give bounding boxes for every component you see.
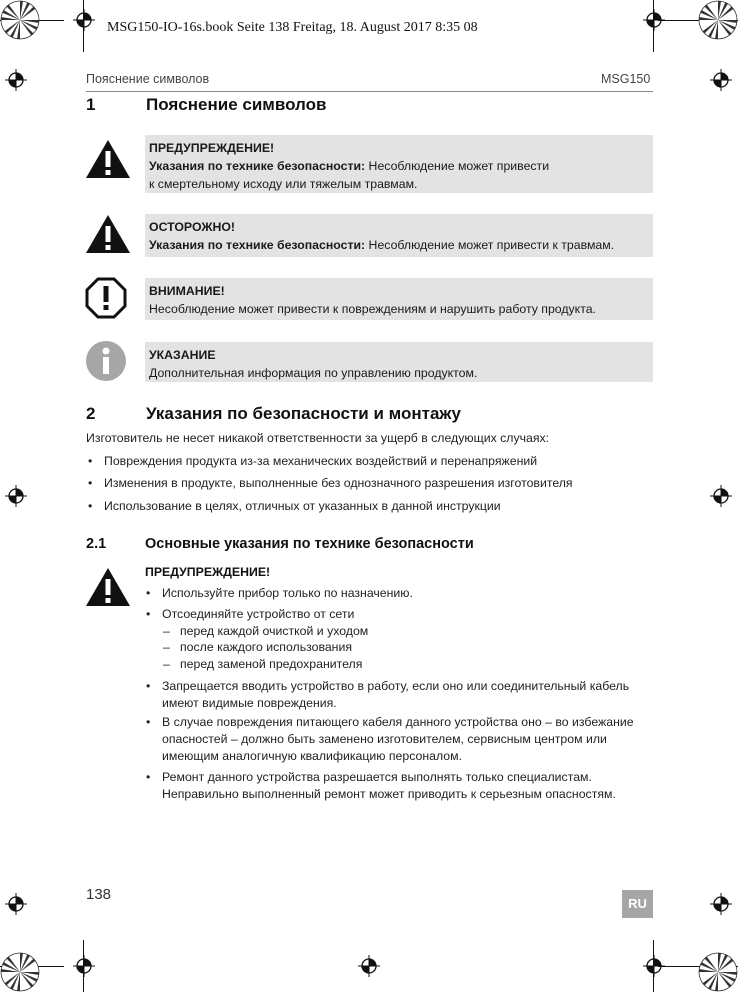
- registration-mark-icon: [73, 955, 95, 977]
- list-item: • Изменения в продукте, выполненные без однозначного разрешения изготовителя: [88, 476, 573, 490]
- sub-list-item: – после каждого использования: [163, 640, 352, 654]
- calibration-star-icon: [0, 952, 40, 992]
- list-item-text: Ремонт данного устройства разрешается выполнять только специалистам.: [162, 770, 592, 784]
- note-bold-label: Указания по технике безопасности:: [149, 238, 366, 252]
- note-title: ПРЕДУПРЕЖДЕНИЕ!: [149, 141, 275, 155]
- list-item-text: Используйте прибор только по назначению.: [162, 586, 413, 600]
- sub-list-item-text: перед каждой очисткой и уходом: [180, 624, 369, 638]
- registration-mark-icon: [710, 69, 732, 91]
- list-item-text: Изменения в продукте, выполненные без однозначного разрешения изготовителя: [104, 476, 573, 490]
- section-2-intro: Изготовитель не несет никакой ответственности за ущерб в следующих случаях:: [86, 431, 550, 445]
- info-circle-icon: [85, 340, 127, 382]
- registration-mark-icon: [643, 955, 665, 977]
- list-item: • В случае повреждения питающего кабеля данного устройства оно – во избежание опасностей – должно быть заменено изготовителем, сервисным центром или имеющим аналогичную квалификацию персоналом.: [146, 715, 634, 763]
- list-item-text: В случае повреждения питающего кабеля данного устройства оно – во избежание: [162, 715, 634, 729]
- note-text: Дополнительная информация по управлению продуктом.: [149, 366, 478, 380]
- warning-label: ПРЕДУПРЕЖДЕНИЕ!: [145, 565, 271, 579]
- calibration-star-icon: [698, 0, 738, 40]
- section-title: Основные указания по технике безопасности: [145, 536, 474, 552]
- book-slug-line: MSG150-IO-16s.book Seite 138 Freitag, 18. August 2017 8:35 08: [107, 20, 478, 35]
- header-rule: [86, 91, 653, 92]
- running-header-product: MSG150: [601, 72, 651, 86]
- list-item-text: Отсоединяйте устройство от сети: [162, 607, 355, 621]
- note-text: к смертельному исходу или тяжелым травмам.: [149, 177, 418, 191]
- list-item-text: опасностей – должно быть заменено изготовителем, сервисным центром или: [162, 732, 607, 746]
- note-text: Несоблюдение может привести к повреждениям и нарушить работу продукта.: [149, 302, 596, 316]
- list-item: • Отсоединяйте устройство от сети: [146, 607, 355, 621]
- list-item-text: Повреждения продукта из-за механических воздействий и перенапряжений: [104, 454, 538, 468]
- language-badge: RU: [622, 890, 653, 918]
- section-1-heading: [86, 95, 326, 115]
- note-title: ОСТОРОЖНО!: [149, 220, 236, 234]
- sub-list-item-text: перед заменой предохранителя: [180, 657, 363, 671]
- note-attention: [145, 278, 653, 320]
- section-title: Пояснение символов: [146, 95, 327, 114]
- list-item-text: Неправильно выполненный ремонт может приводить к серьезным опасностям.: [162, 787, 616, 801]
- note-bold-label: Указания по технике безопасности:: [149, 159, 366, 173]
- registration-mark-icon: [710, 893, 732, 915]
- list-item: • Ремонт данного устройства разрешается выполнять только специалистам. Неправильно выполненный ремонт может приводить к серьезным опасностям.: [146, 770, 616, 801]
- note-caution: [145, 214, 653, 257]
- warning-triangle-icon: [85, 214, 131, 254]
- list-item: • Используйте прибор только по назначению.: [146, 586, 413, 600]
- section-number: 1: [86, 95, 96, 114]
- section-2-heading: [86, 404, 461, 424]
- warning-triangle-icon: [85, 139, 131, 179]
- attention-octagon-icon: [85, 277, 127, 319]
- list-item: • Повреждения продукта из-за механических воздействий и перенапряжений: [88, 454, 538, 468]
- section-number: 2: [86, 404, 96, 423]
- section-number: 2.1: [86, 536, 107, 552]
- calibration-star-icon: [698, 952, 738, 992]
- list-item: • Использование в целях, отличных от указанных в данной инструкции: [88, 499, 501, 513]
- note-title: УКАЗАНИЕ: [149, 348, 216, 362]
- list-item: • Запрещается вводить устройство в работу, если оно или соединительный кабель имеют видимые повреждения.: [146, 679, 630, 710]
- list-item-text: имеющим аналогичную квалификацию персоналом.: [162, 749, 463, 763]
- list-item-text: Использование в целях, отличных от указанных в данной инструкции: [104, 499, 501, 513]
- registration-mark-icon: [5, 893, 27, 915]
- sub-list-item: – перед заменой предохранителя: [163, 657, 363, 671]
- note-text: Несоблюдение может привести: [365, 159, 550, 173]
- list-item-text: Запрещается вводить устройство в работу, если оно или соединительный кабель: [162, 679, 630, 693]
- calibration-star-icon: [0, 0, 40, 40]
- list-item-text: имеют видимые повреждения.: [162, 696, 337, 710]
- section-title: Указания по безопасности и монтажу: [146, 404, 461, 423]
- registration-mark-icon: [643, 9, 665, 31]
- warning-triangle-icon: [85, 567, 131, 607]
- registration-mark-icon: [5, 485, 27, 507]
- note-text: Несоблюдение может привести к травмам.: [365, 238, 615, 252]
- note-warning: [145, 135, 653, 193]
- section-2-1-heading: [86, 536, 474, 552]
- running-header-section: Пояснение символов: [86, 72, 210, 86]
- registration-mark-icon: [5, 69, 27, 91]
- registration-mark-icon: [73, 9, 95, 31]
- registration-mark-icon: [710, 485, 732, 507]
- note-title: ВНИМАНИЕ!: [149, 284, 225, 298]
- registration-mark-icon: [358, 955, 380, 977]
- note-info: [145, 342, 653, 382]
- sub-list-item-text: после каждого использования: [180, 640, 352, 654]
- page-number: 138: [86, 886, 112, 903]
- sub-list-item: – перед каждой очисткой и уходом: [163, 624, 369, 638]
